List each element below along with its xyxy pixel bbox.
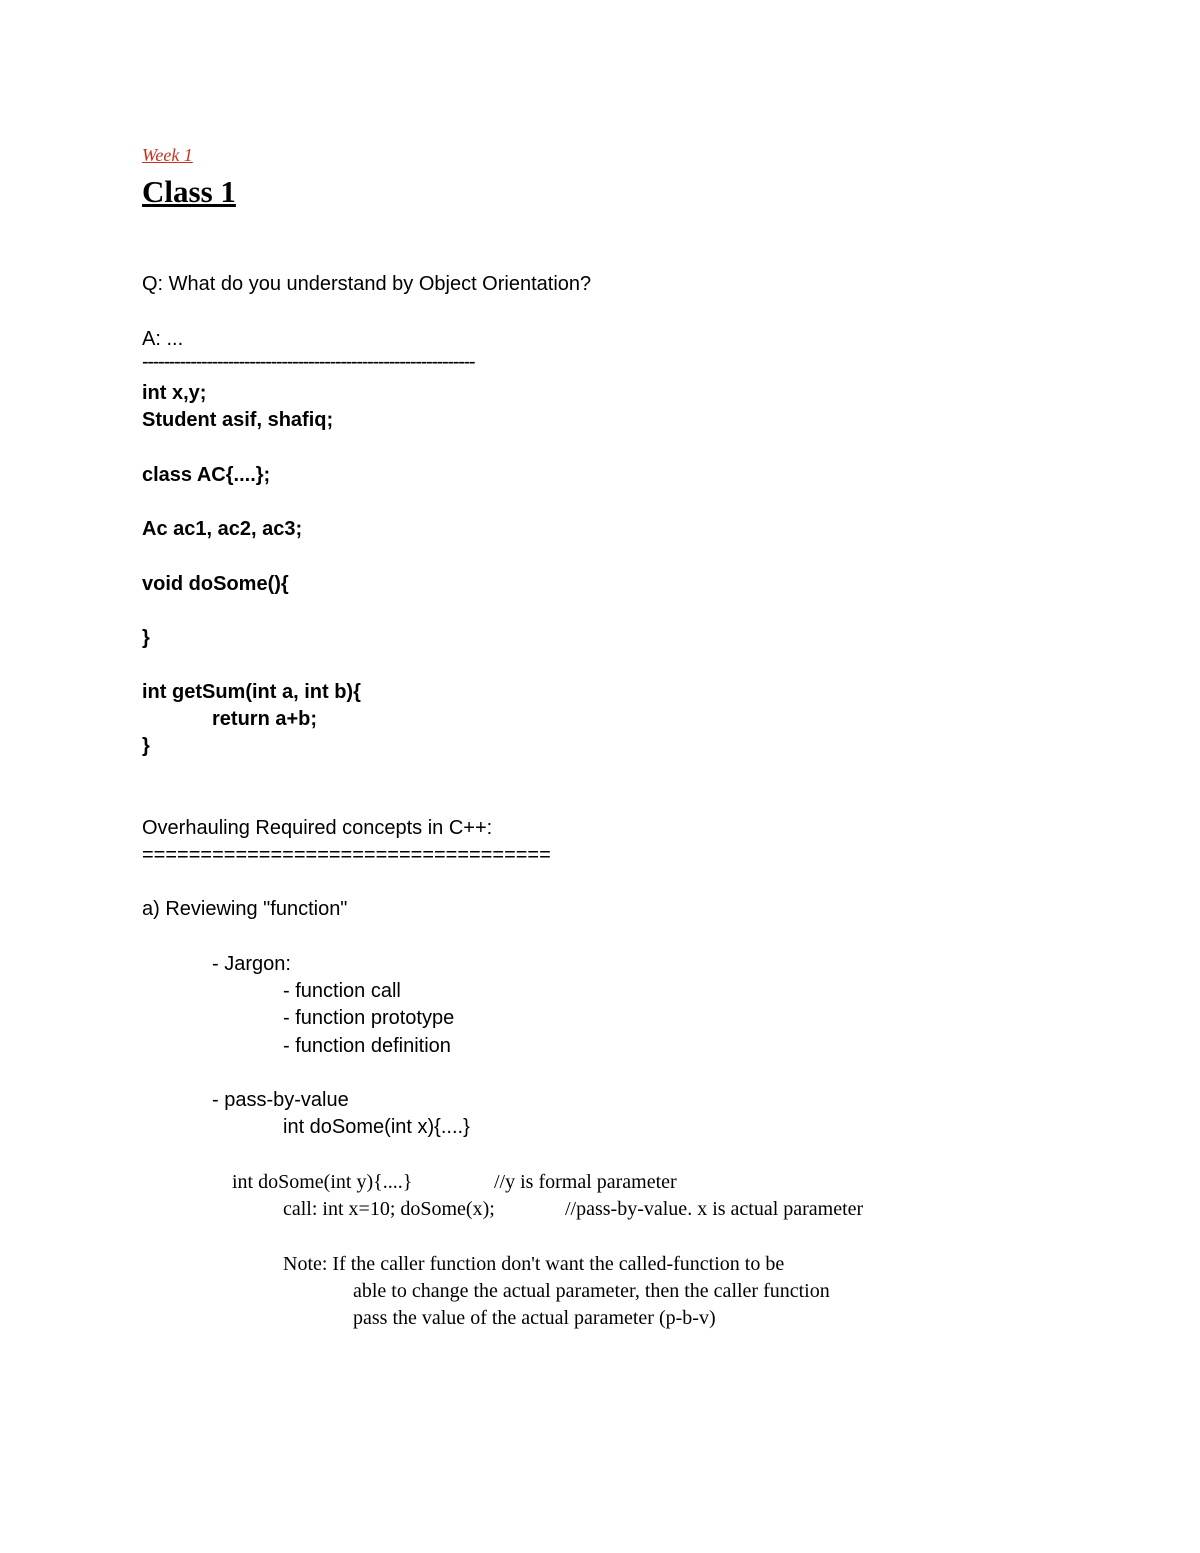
answer: A: ... (142, 328, 184, 350)
note-line: pass the value of the actual parameter (p-b-v) (353, 1307, 716, 1329)
code-line: class AC{....}; (142, 464, 271, 486)
review-heading: a) Reviewing "function" (142, 898, 348, 920)
code-line: int getSum(int a, int b){ (142, 681, 361, 703)
code-line: } (142, 735, 150, 757)
week-label: Week 1 (142, 145, 193, 165)
code-line: } (142, 627, 150, 649)
pbv-label: - pass-by-value (212, 1089, 349, 1111)
note-line: Note: If the caller function don't want the called-function to be (283, 1253, 785, 1275)
question: Q: What do you understand by Object Orientation? (142, 273, 592, 295)
section-heading: Overhauling Required concepts in C++: (142, 817, 493, 839)
code-line: Ac ac1, ac2, ac3; (142, 518, 303, 540)
formal-code: int doSome(int y){....} (232, 1171, 413, 1193)
note-line: able to change the actual parameter, then the caller function (353, 1280, 830, 1302)
pbv-example: int doSome(int x){....} (283, 1116, 470, 1138)
jargon-item: - function prototype (283, 1007, 455, 1029)
code-line: void doSome(){ (142, 573, 289, 595)
jargon-item: - function call (283, 980, 401, 1002)
code-line: Student asif, shafiq; (142, 409, 334, 431)
code-line: return a+b; (212, 708, 318, 730)
equals-rule: =================================== (142, 844, 551, 866)
jargon-item: - function definition (283, 1035, 451, 1057)
formal-comment: //y is formal parameter (494, 1171, 677, 1193)
call-code: call: int x=10; doSome(x); (283, 1198, 495, 1220)
page-title: Class 1 (142, 174, 236, 209)
jargon-label: - Jargon: (212, 953, 291, 975)
call-comment: //pass-by-value. x is actual parameter (565, 1198, 864, 1220)
code-line: int x,y; (142, 382, 207, 404)
dash-divider: -------------------------------------------------------------- (142, 351, 475, 373)
